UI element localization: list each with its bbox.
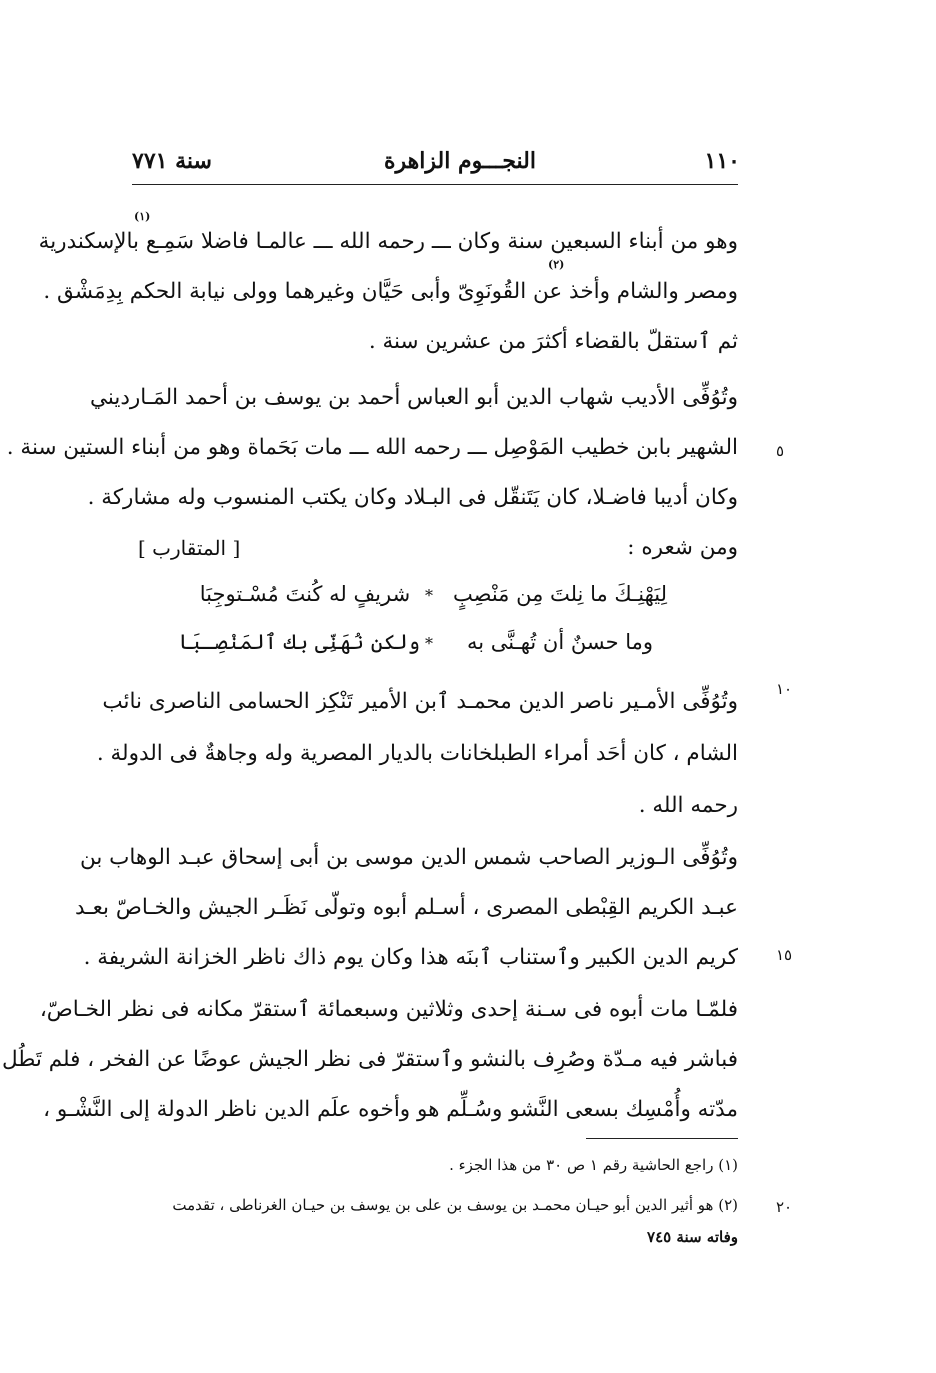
line-number: ٢٠ bbox=[776, 1198, 793, 1216]
verse-hemistich: وما حسنٌ أن تُهـنَّى به bbox=[466, 630, 654, 654]
text-line: وهو من أبناء السبعين سنة وكان ـــ رحمه الله ـــ عالمـا فاضلا سَمِـع بالإسكندرية bbox=[38, 229, 738, 254]
text-line: عبـد الكريم القِبْطى المصرى ، أسـلم أبوه وتولّى نَظَـر الجيش والخـاصّ بعـد bbox=[75, 895, 738, 920]
note-marker-1: (١) bbox=[134, 210, 151, 223]
verse-hemistich: ولكن نُهَنِّى بك ٱلمَنْصِـبَا bbox=[178, 630, 420, 654]
verse-hemistich: لِيَهْنِـكَ ما نِلتَ مِن مَنْصِبٍ bbox=[452, 582, 668, 606]
text-line: كريم الدين الكبير وٱستناب ٱبنَه هذا وكان يوم ذاك ناظر الخزانة الشريفة . bbox=[83, 945, 738, 970]
verse-separator: * bbox=[425, 634, 433, 653]
text-line: وتُوُفِّى الأديب شهاب الدين أبو العباس أحمد بن يوسف بن أحمد المَـارديني bbox=[89, 385, 738, 410]
note-marker-2: (٢) bbox=[548, 258, 565, 271]
poetic-meter: [ المتقارب ] bbox=[138, 536, 241, 560]
line-number: ٥ bbox=[776, 442, 785, 460]
footnote: (٢) هو أثير الدين أبو حيـان محمـد بن يوسف بن على بن يوسف بن حيـان الغرناطى ، تقدمت bbox=[172, 1196, 738, 1214]
text-line: وكان أديبا فاضـلا، كان يَتَنقّل فى البـلاد وكان يكتب المنسوب وله مشاركة . bbox=[87, 485, 738, 510]
line-number: ١٥ bbox=[776, 946, 793, 964]
text-line: رحمه الله . bbox=[638, 793, 738, 818]
book-title: النجـــوم الزاهرة bbox=[384, 148, 536, 174]
year-heading: سنة ٧٧١ bbox=[132, 148, 212, 174]
header-rule bbox=[132, 184, 738, 185]
text-line: مدّته وأُمْسِك بسعى النَّشو وسُـلِّم هو وأخوه علَم الدين ناظر الدولة إلى النَّشْـو ، bbox=[43, 1097, 738, 1122]
page-number: ١١٠ bbox=[704, 148, 740, 174]
text-line: ثم ٱستقلّ بالقضاء أكثرَ من عشرين سنة . bbox=[368, 329, 738, 354]
footnote: (١) راجع الحاشية رقم ١ ص ٣٠ من هذا الجزء . bbox=[449, 1156, 738, 1174]
text-line: ومصر والشام وأخذ عن القُونَوِىّ وأبى حَيَّان وغيرهما وولى نيابة الحكم بِدِمَشْق . bbox=[43, 279, 738, 304]
text-line: الشام ، كان أحَد أمراء الطبلخانات بالديار المصرية وله وجاهةٌ فى الدولة . bbox=[96, 741, 738, 766]
verse-hemistich: شريفٍ له كُنتَ مُسْـتوجِبَا bbox=[199, 582, 411, 606]
text-line: فباشر فيه مـدّة وصُرِف بالنشو وٱستقرّ فى نظر الجيش عوضًا عن الفخر ، فلم تَطُل bbox=[1, 1047, 738, 1072]
verse-separator: * bbox=[425, 586, 433, 605]
text-line: وتُوُفِّى الأمـير ناصر الدين محمـد ٱبن الأمير تَنْكِز الحسامى الناصرى نائب bbox=[102, 689, 738, 714]
text-line: الشهير بابن خطيب المَوْصِل ـــ رحمه الله ـــ مات بَحَماة وهو من أبناء الستين سنة . bbox=[6, 435, 738, 460]
footnote-rule bbox=[586, 1138, 738, 1139]
text-line: فلمّـا مات أبوه فى سـنة إحدى وثلاثين وسبعمائة ٱستقرّ مكانه فى نظر الخـاصّ، bbox=[39, 997, 738, 1022]
footnote-continuation: وفاته سنة ٧٤٥ bbox=[647, 1228, 738, 1246]
text-line: ومن شعره : bbox=[627, 535, 738, 560]
line-number: ١٠ bbox=[776, 680, 793, 698]
text-line: وتُوُفِّى الـوزير الصاحب شمس الدين موسى بن أبى إسحاق عبـد الوهاب بن bbox=[79, 845, 738, 870]
